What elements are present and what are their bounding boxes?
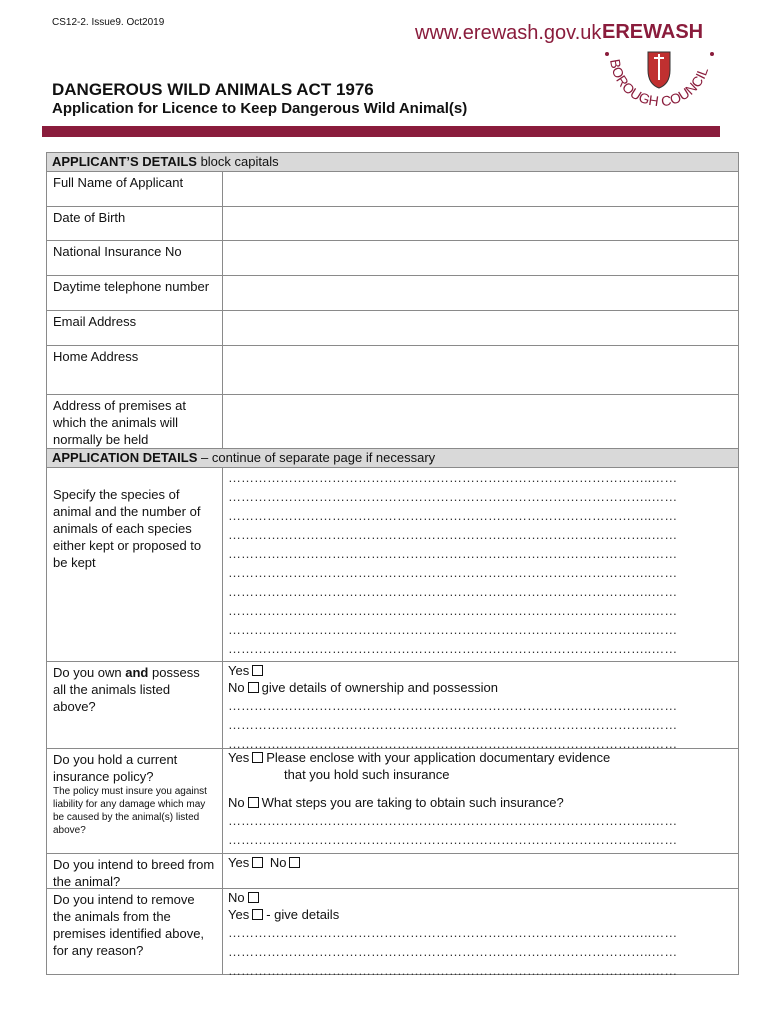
dob-row: Date of Birth [47,207,738,241]
application-section-header: APPLICATION DETAILS – continue of separate page if necessary [47,449,738,468]
website-link[interactable]: www.erewash.gov.uk [415,22,602,44]
breeding-row: Do you intend to breed from the animal? Yes No [47,854,738,889]
full-name-row: Full Name of Applicant [47,172,738,207]
dob-field[interactable] [223,207,738,240]
species-row: Specify the species of animal and the number of animals of each species either kept or proposed to be kept ……………………………………………………………………………………..…… ……………………………………………………………………………………..…… ……………………………………………………………………………………..…… ……………………………………………………………………………………..…… ……………………………………………………………………………………..…… ……………………………………………………………………………………..…… ……………………………………………………………………………………..…… ……………………………………………………………………………………..…… ……………………………………………………………………………………..…… ……………………………………………………………………………………..…… [47,468,738,662]
phone-field[interactable] [223,276,738,310]
ni-field[interactable] [223,241,738,275]
page-subtitle: Application for Licence to Keep Dangerous Wild Animal(s) [52,100,468,117]
species-field[interactable]: ……………………………………………………………………………………..…… ……………………………………………………………………………………..…… ……………………………………………………………………………………..…… ……………………………………………………………………………………..…… ……………………………………………………………………………………..…… ……………………………………………………………………………………..…… ……………………………………………………………………………………..…… ……………………………………………………………………………………..…… ……………………………………………………………………………………..…… ……………………………………………………………………………………..…… [228,470,678,656]
full-name-field[interactable] [223,172,738,206]
ins-no-checkbox[interactable] [248,797,259,808]
premises-field[interactable] [223,395,738,448]
remove-no-checkbox[interactable] [248,892,259,903]
email-field[interactable] [223,311,738,345]
erewash-logo [598,14,724,120]
phone-row: Daytime telephone number [47,276,738,311]
email-row: Email Address [47,311,738,346]
home-address-row: Home Address [47,346,738,395]
page-title: DANGEROUS WILD ANIMALS ACT 1976 [52,80,374,99]
logo-name: EREWASH [602,21,704,43]
ins-yes-checkbox[interactable] [252,752,263,763]
insurance-row: Do you hold a current insurance policy? The policy must insure you against liability for any damage which may be caused by the animal(s) listed above? Yes Please enclose with your application documentary evidence that you hold such insurance No What steps you are taking to obtain such insurance? ……………………………………………………………………………………..…… ……………………………………………………………………………………..…… [47,749,738,854]
ownership-row: Do you own and possess all the animals listed above? Yes No give details of ownership and possession ……………………………………………………………………………………..…… ……………………………………………………………………………………..…… ……………………………………………………………………………………..…… [47,662,738,749]
application-form [46,152,739,978]
breed-yes-checkbox[interactable] [252,857,263,868]
breed-no-checkbox[interactable] [289,857,300,868]
header-divider [42,126,720,137]
own-no-checkbox[interactable] [248,682,259,693]
removal-row: Do you intend to remove the animals from the premises identified above, for any reason? No Yes - give details ……………………………………………………………………………………..…… ……………………………………………………………………………………..…… ……………………………………………………………………………………..…… [47,889,738,975]
premises-row: Address of premises at which the animals will normally be held [47,395,738,449]
applicant-section-header: APPLICANT’S DETAILS block capitals [47,153,738,172]
ni-row: National Insurance No [47,241,738,276]
own-yes-checkbox[interactable] [252,665,263,676]
home-address-field[interactable] [223,346,738,394]
remove-yes-checkbox[interactable] [252,909,263,920]
logo-subtitle: BOROUGH COUNCIL [606,57,712,110]
document-reference: CS12-2. Issue9. Oct2019 [52,17,165,28]
